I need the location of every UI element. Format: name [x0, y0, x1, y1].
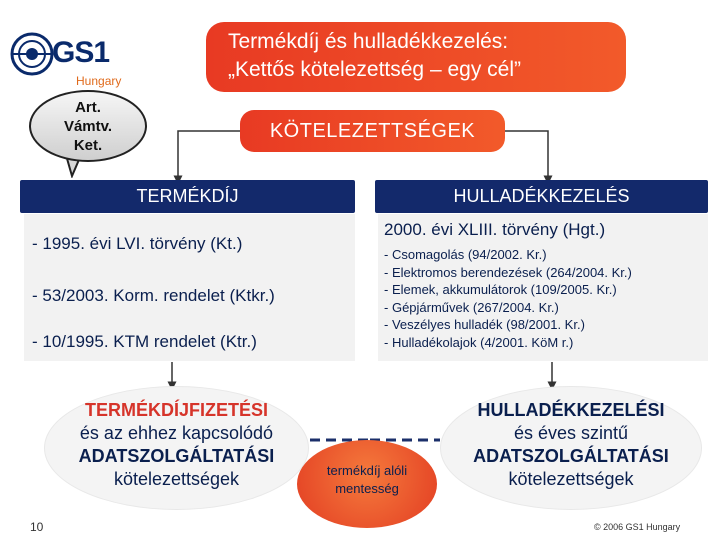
law-item: - 53/2003. Korm. rendelet (Ktkr.): [32, 286, 275, 305]
gs1-logo: [10, 22, 130, 92]
list-item: - Gépjárművek (267/2004. Kr.): [384, 299, 632, 317]
bubble-line-1: Art.: [75, 99, 101, 116]
list-item: - Veszélyes hulladék (98/2001. Kr.): [384, 316, 632, 334]
gs1-globe-icon: [10, 28, 54, 80]
copyright-text: © 2006 GS1 Hungary: [594, 522, 681, 532]
exemption-circle: [297, 440, 437, 528]
exemption-line-1: termékdíj alóli: [326, 463, 408, 478]
oval-left-line-2: és az ehhez kapcsolódó: [79, 423, 274, 443]
waste-law-title: 2000. évi XLIII. törvény (Hgt.): [384, 220, 606, 239]
list-item: - Csomagolás (94/2002. Kr.): [384, 246, 632, 264]
page-title-line-2: „Kettős kötelezettség – egy cél”: [228, 58, 521, 81]
law-item: - 10/1995. KTM rendelet (Ktr.): [32, 332, 257, 351]
logo-brand: GS1: [52, 36, 110, 69]
obligations-banner: KÖTELEZETTSÉGEK: [240, 110, 505, 152]
list-item: - Elemek, akkumulátorok (109/2005. Kr.): [384, 281, 632, 299]
title-banner: [206, 22, 626, 92]
waste-law-list: [384, 246, 632, 351]
connector-obligations-right: [505, 131, 548, 180]
list-item: - Hulladékolajok (4/2001. KöM r.): [384, 334, 632, 352]
bubble-line-3: Ket.: [73, 137, 103, 154]
product-fee-header: TERMÉKDÍJ: [20, 180, 355, 213]
oval-right-line-4: kötelezettségek: [508, 469, 634, 489]
oval-left-line-4: kötelezettségek: [113, 469, 240, 489]
connector-obligations-left: [178, 131, 240, 180]
exemption-line-2: mentesség: [335, 481, 399, 496]
waste-management-header: HULLADÉKKEZELÉS: [375, 180, 708, 213]
oval-left-line-3: ADATSZOLGÁLTATÁSI: [78, 446, 275, 466]
waste-management-laws-box: [378, 214, 708, 361]
page-title-line-1: Termékdíj és hulladékkezelés:: [228, 30, 509, 53]
oval-right-line-2: és éves szintű: [513, 423, 629, 443]
bubble-line-2: Vámtv.: [63, 118, 113, 135]
law-item: - 1995. évi LVI. törvény (Kt.): [32, 234, 243, 253]
list-item: - Elektromos berendezések (264/2004. Kr.): [384, 264, 632, 282]
oval-right-line-3: ADATSZOLGÁLTATÁSI: [473, 446, 669, 466]
waste-obligations-oval: [440, 386, 702, 510]
oval-left-line-1: TERMÉKDÍJFIZETÉSI: [84, 400, 268, 420]
slide-number: 10: [30, 520, 44, 534]
speech-bubble: [29, 90, 147, 162]
product-fee-obligations-oval: [44, 386, 309, 510]
oval-right-line-1: HULLADÉKKEZELÉSI: [477, 400, 665, 420]
product-fee-laws-box: [24, 214, 355, 361]
logo-subtitle: Hungary: [76, 74, 122, 88]
